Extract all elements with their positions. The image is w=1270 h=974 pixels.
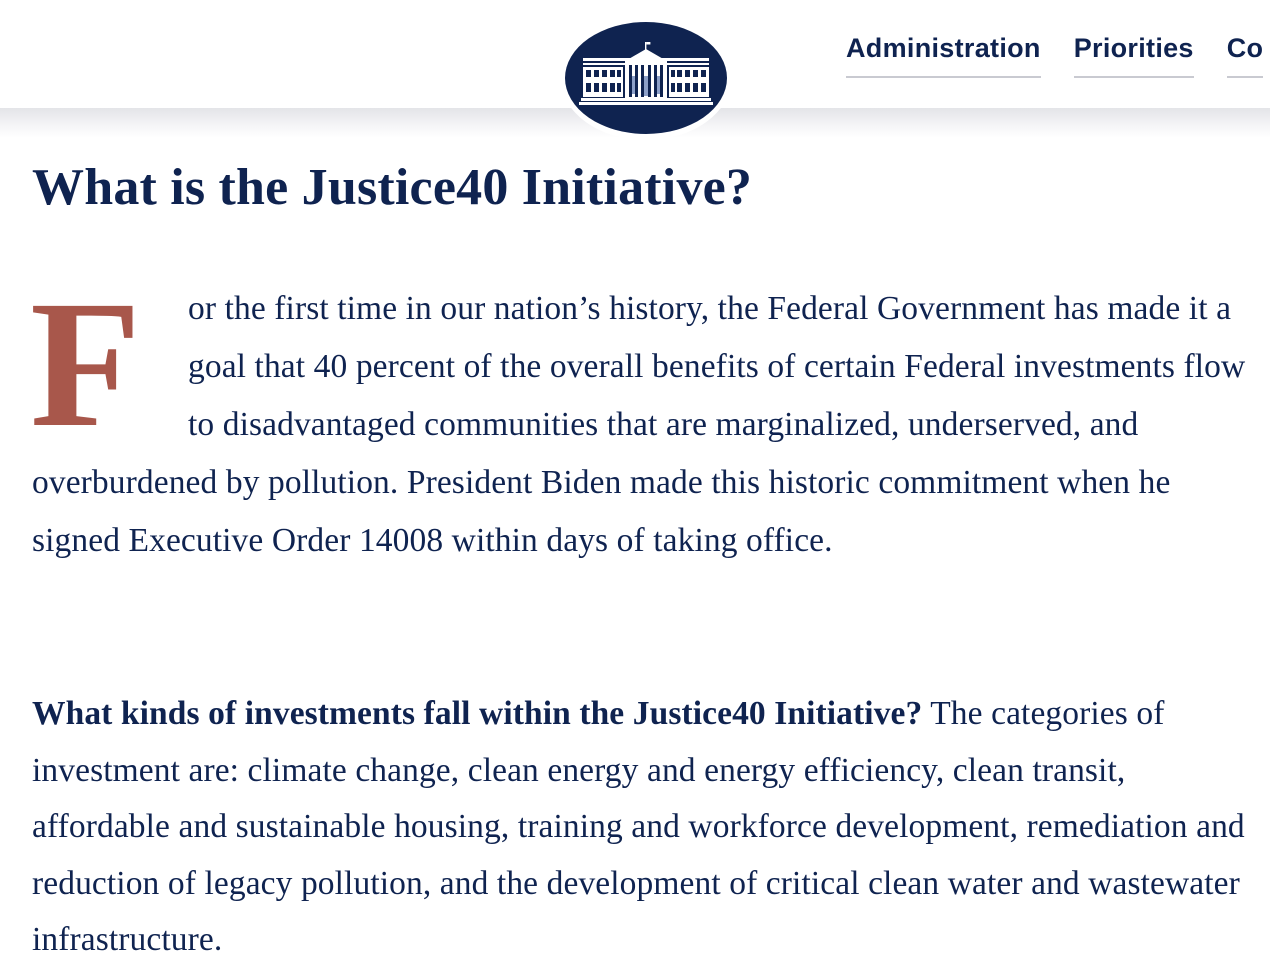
main-content (30, 150, 1262, 958)
intro-text: or the first time in our nation’s history, the Federal Government has made it a goal that 40 percent of the overall benefits of certain Federal investments flow to disadvantaged communities that are marginalized, underserved, and overburdened by pollution. President Biden made this historic commitment when he signed Executive Order 14008 within days of taking office. (32, 290, 1246, 559)
nav-clip (0, 0, 1270, 108)
drop-cap: F (30, 264, 142, 465)
nav-administration[interactable]: Administration (846, 30, 1041, 78)
investments-paragraph (32, 686, 1264, 969)
section-text: The categories of investment are: climate change, clean energy and energy efficiency, clean transit, affordable and sustainable housing, training and workforce development, remediation and reduction of legacy pollution, and the development of critical clean water and wastewater infrastructure. (32, 695, 1245, 958)
nav-contact[interactable]: Co (1227, 30, 1264, 78)
primary-nav (846, 30, 1270, 78)
intro-paragraph (30, 264, 1264, 570)
nav-priorities[interactable]: Priorities (1074, 30, 1194, 78)
section-heading: What kinds of investments fall within the Justice40 Initiative? (32, 695, 923, 732)
page-title: What is the Justice40 Initiative? (32, 159, 753, 216)
